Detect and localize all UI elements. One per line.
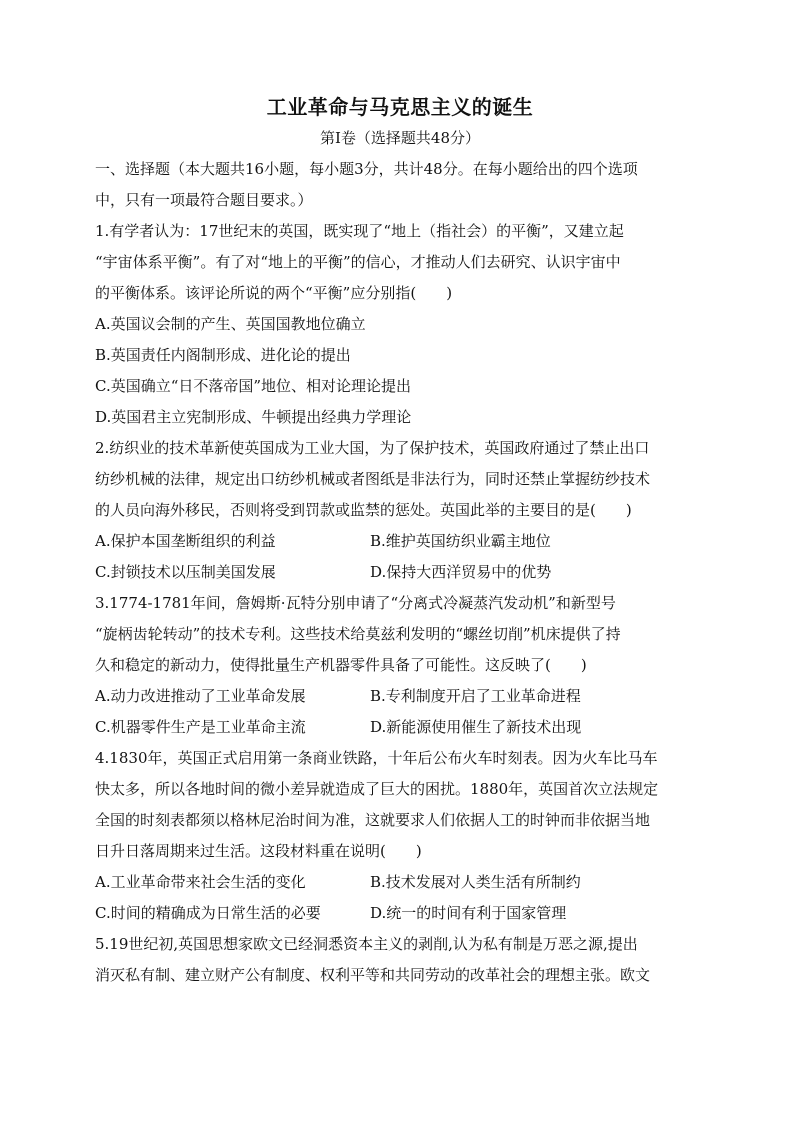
question-stem-line: “宇宙体系平衡”。有了对“地上的平衡”的信心，才推动人们去研究、认识宇宙中 [95, 253, 621, 271]
question-stem-line: 快太多，所以各地时间的微小差异就造成了巨大的困扰。1880年，英国首次立法规定 [95, 780, 659, 798]
question-stem-line: 1.有学者认为：17世纪末的英国，既实现了“地上（指社会）的平衡”，又建立起 [95, 222, 624, 240]
option-c: C.封锁技术以压制美国发展 [95, 563, 276, 581]
option-c: C.机器零件生产是工业革命主流 [95, 718, 306, 736]
question-stem-line: 2.纺织业的技术革新使英国成为工业大国，为了保护技术，英国政府通过了禁止出口 [95, 439, 650, 457]
question-stem-line: 的平衡体系。该评论所说的两个“平衡”应分别指( ) [95, 284, 453, 302]
options-grid [95, 681, 705, 743]
option-a: A.工业革命带来社会生活的变化 [95, 873, 306, 891]
instructions [95, 154, 705, 216]
option-d: D.统一的时间有利于国家管理 [370, 904, 567, 922]
question-5 [95, 929, 705, 991]
option-d: D.英国君主立宪制形成、牛顿提出经典力学理论 [95, 408, 412, 426]
instruction-line: 中，只有一项最符合题目要求。） [95, 191, 313, 209]
question-4 [95, 743, 705, 929]
option-d: D.保持大西洋贸易中的优势 [370, 563, 552, 581]
exam-page [95, 92, 705, 991]
question-stem-line: “旋柄齿轮转动”的技术专利。这些技术给莫兹利发明的“螺丝切削”机床提供了持 [95, 625, 621, 643]
option-b: B.英国责任内阁制形成、进化论的提出 [95, 346, 351, 364]
option-a: A.英国议会制的产生、英国国教地位确立 [95, 315, 366, 333]
instruction-line: 一、选择题（本大题共16小题，每小题3分，共计48分。在每小题给出的四个选项 [95, 160, 638, 178]
option-b: B.专利制度开启了工业革命进程 [370, 687, 581, 705]
options-grid [95, 867, 705, 929]
option-c: C.英国确立“日不落帝国”地位、相对论理论提出 [95, 377, 412, 395]
question-stem-line: 消灭私有制、建立财产公有制度、权利平等和共同劳动的改革社会的理想主张。欧文 [95, 966, 651, 984]
question-1 [95, 216, 705, 433]
option-d: D.新能源使用催生了新技术出现 [370, 718, 582, 736]
option-b: B.技术发展对人类生活有所制约 [370, 873, 581, 891]
document-title: 工业革命与马克思主义的诞生 [266, 95, 534, 119]
question-stem-line: 久和稳定的新动力，使得批量生产机器零件具备了可能性。这反映了( ) [95, 656, 587, 674]
question-3 [95, 588, 705, 743]
part-title: 第Ⅰ卷（选择题共48分） [319, 129, 480, 147]
option-a: A.动力改进推动了工业革命发展 [95, 687, 306, 705]
option-a: A.保护本国垄断组织的利益 [95, 532, 276, 550]
options-grid [95, 526, 705, 588]
question-stem-line: 4.1830年，英国正式启用第一条商业铁路，十年后公布火车时刻表。因为火车比马车 [95, 749, 658, 767]
question-2 [95, 433, 705, 588]
question-stem-line: 3.1774-1781年间，詹姆斯·瓦特分别申请了“分离式冷凝蒸汽发动机”和新型号 [95, 594, 616, 612]
option-b: B.维护英国纺织业霸主地位 [370, 532, 551, 550]
option-c: C.时间的精确成为日常生活的必要 [95, 904, 321, 922]
question-stem-line: 日升日落周期来过生活。这段材料重在说明( ) [95, 842, 422, 860]
question-stem-line: 5.19世纪初,英国思想家欧文已经洞悉资本主义的剥削,认为私有制是万恶之源,提出 [95, 935, 638, 953]
question-stem-line: 的人员向海外移民，否则将受到罚款或监禁的惩处。英国此举的主要目的是( ) [95, 501, 632, 519]
question-stem-line: 纺纱机械的法律，规定出口纺纱机械或者图纸是非法行为，同时还禁止掌握纺纱技术 [95, 470, 651, 488]
question-stem-line: 全国的时刻表都须以格林尼治时间为准，这就要求人们依据人工的时钟而非依据当地 [95, 811, 651, 829]
